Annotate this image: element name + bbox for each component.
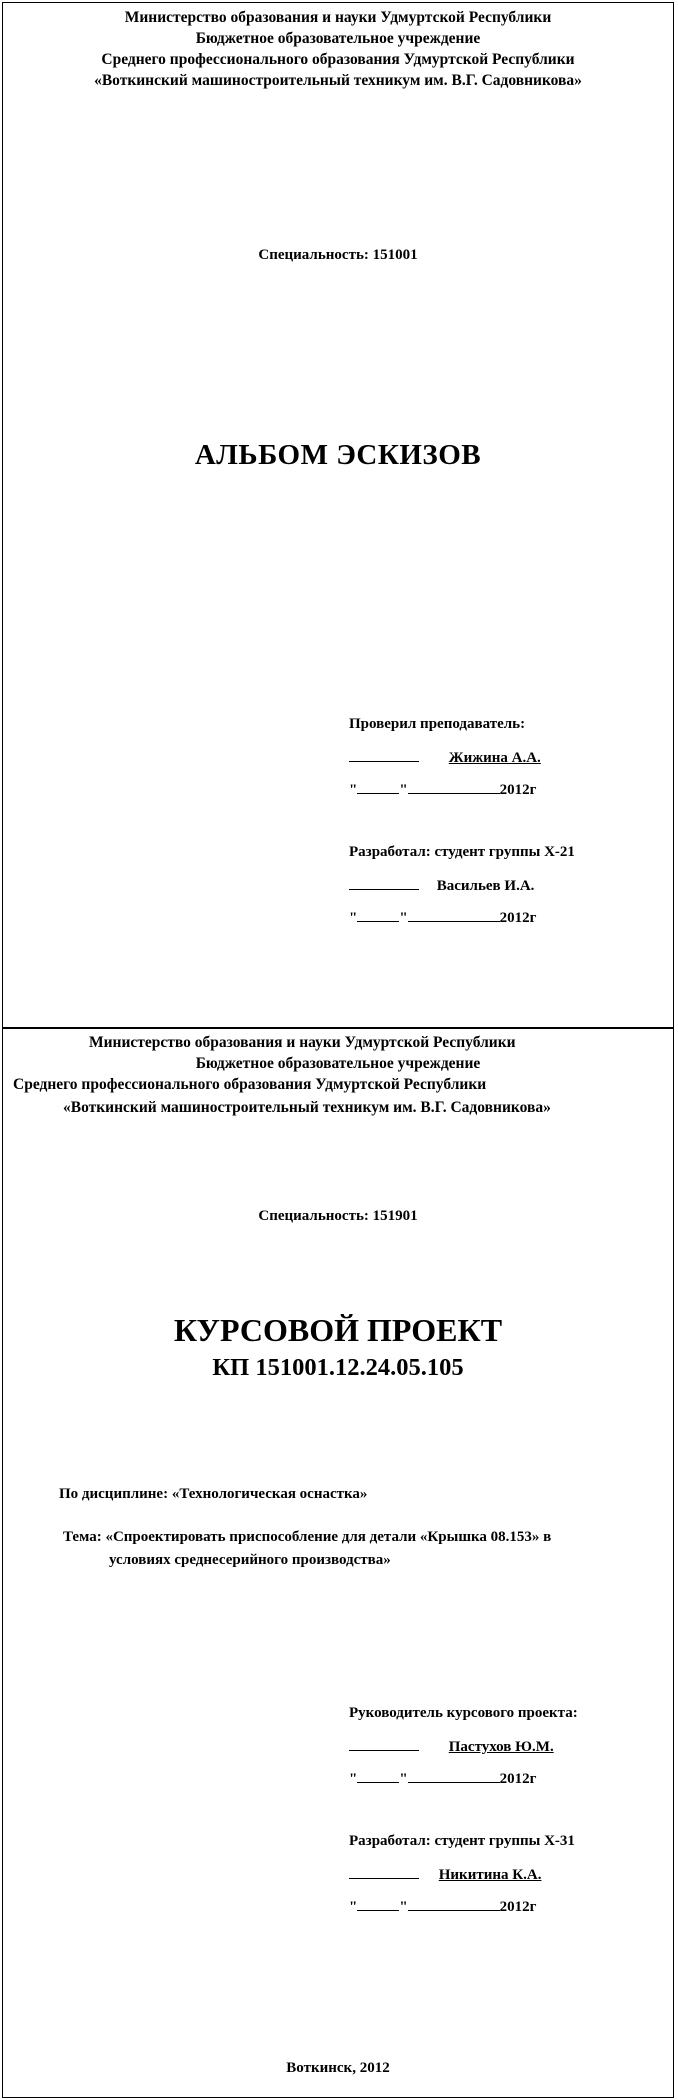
checked-by-year: 2012г xyxy=(499,782,537,798)
title-page-album xyxy=(2,2,674,1029)
topic-line-2: условиях среднесерийного производства» xyxy=(109,1552,391,1568)
signature-blank xyxy=(349,876,419,890)
title-page-course-project xyxy=(2,1027,674,2098)
date-quote-close: " xyxy=(399,910,408,926)
developed-by-year: 2012г xyxy=(499,910,537,926)
developed-by-name: Васильев И.А. xyxy=(436,878,535,894)
ministry-line: Министерство образования и науки Удмуртской Республики xyxy=(89,1034,516,1051)
date-quote-open: " xyxy=(349,782,358,798)
document-title: КУРСОВОЙ ПРОЕКТ xyxy=(173,1312,503,1348)
date-quote-open: " xyxy=(349,910,358,926)
day-blank xyxy=(357,1769,399,1783)
signature-blank xyxy=(349,748,419,762)
date-quote-open: " xyxy=(349,1771,358,1787)
month-blank xyxy=(408,1769,500,1783)
developed-by-signature-row xyxy=(349,1865,541,1884)
date-quote-close: " xyxy=(399,1771,408,1787)
day-blank xyxy=(357,1897,399,1911)
developed-by-date-row xyxy=(349,1897,536,1916)
education-level-line: Среднего профессионального образования Удмуртской Республики xyxy=(13,1076,487,1093)
date-quote-open: " xyxy=(349,1899,358,1915)
day-blank xyxy=(357,780,399,794)
institution-type-line: Бюджетное образовательное учреждение xyxy=(195,30,481,47)
signature-blank xyxy=(349,1865,419,1879)
developed-by-name: Никитина К.А. xyxy=(438,1867,542,1883)
supervisor-name: Пастухов Ю.М. xyxy=(448,1739,554,1755)
developed-by-signature-row xyxy=(349,876,534,895)
date-quote-close: " xyxy=(399,782,408,798)
city-year-footer: Воткинск, 2012 xyxy=(286,2060,390,2076)
month-blank xyxy=(408,908,500,922)
technical-school-name: «Воткинский машиностроительный техникум им. В.Г. Садовникова» xyxy=(94,72,582,89)
supervisor-signature-row xyxy=(349,1737,554,1756)
supervisor-year: 2012г xyxy=(499,1771,537,1787)
education-level-line: Среднего профессионального образования Удмуртской Республики xyxy=(101,51,575,68)
institution-type-line: Бюджетное образовательное учреждение xyxy=(195,1055,481,1072)
project-code: КП 151001.12.24.05.105 xyxy=(212,1354,464,1381)
day-blank xyxy=(357,908,399,922)
developed-by-label: Разработал: студент группы Х-21 xyxy=(349,844,575,860)
technical-school-name: «Воткинский машиностроительный техникум им. В.Г. Садовникова» xyxy=(63,1099,551,1116)
specialty-label: Специальность: 151001 xyxy=(258,247,418,263)
supervisor-label: Руководитель курсового проекта: xyxy=(349,1705,578,1721)
supervisor-date-row xyxy=(349,1769,536,1788)
document-title: АЛЬБОМ ЭСКИЗОВ xyxy=(194,439,482,471)
developed-by-date-row xyxy=(349,908,536,927)
developed-by-label: Разработал: студент группы Х-31 xyxy=(349,1833,575,1849)
checked-by-signature-row xyxy=(349,748,541,767)
checked-by-label: Проверил преподаватель: xyxy=(349,716,526,732)
month-blank xyxy=(408,1897,500,1911)
discipline-line: По дисциплине: «Технологическая оснастка» xyxy=(59,1486,368,1502)
topic-line-1: Тема: «Спроектировать приспособление для детали «Крышка 08.153» в xyxy=(63,1529,552,1545)
specialty-label: Специальность: 151901 xyxy=(258,1208,418,1224)
checked-by-date-row xyxy=(349,780,536,799)
signature-blank xyxy=(349,1737,419,1751)
ministry-line: Министерство образования и науки Удмуртской Республики xyxy=(124,9,552,26)
checked-by-name: Жижина А.А. xyxy=(448,750,541,766)
month-blank xyxy=(408,780,500,794)
developed-by-year: 2012г xyxy=(499,1899,537,1915)
date-quote-close: " xyxy=(399,1899,408,1915)
